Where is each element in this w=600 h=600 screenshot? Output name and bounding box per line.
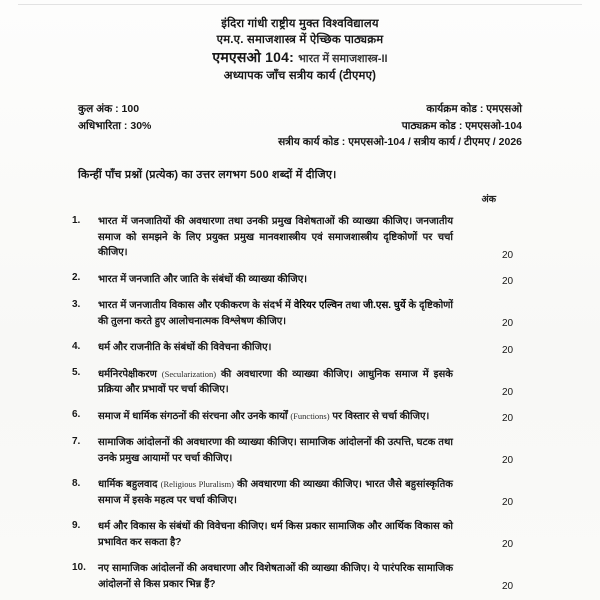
question-text: सामाजिक आंदोलनों की अवधारणा की व्याख्या कीजिए। सामाजिक आंदोलनों की उत्पत्ति, घटक तथा उनके प्रमुख आयामों पर चर्चा कीजिए। [98,437,453,464]
meta-left-column [78,101,151,135]
question-text-part: जी.एस. घुर्ये [363,300,406,312]
question-marks: 20 [502,497,514,509]
question-text-part: के दृष्टिकोणों की तुलना करते हुए आलोचनात्मक विश्लेषण कीजिए। [98,300,453,327]
question-number: 1. [72,214,81,226]
university-name: इंदिरा गांधी राष्ट्रीय मुक्त विश्वविद्यालय [221,18,379,30]
course-code-row [402,118,522,135]
assignment-type: अध्यापक जाँच सत्रीय कार्य (टीएमए) [223,70,377,83]
question-text-part: धार्मिक बहुलवाद [98,479,161,491]
question-marks: 20 [502,249,514,261]
question-list [0,214,600,592]
question-marks: 20 [502,539,514,551]
question-text-part: धर्मनिरपेक्षीकरण [98,368,162,380]
question-number: 5. [72,367,81,379]
course-code-label: एमएसओ 104: [212,49,294,66]
question-marks: 20 [502,344,514,356]
question-row [0,367,600,398]
total-marks-value: 100 [121,103,140,116]
question-number: 9. [72,519,81,531]
document-header [0,0,600,84]
question-number: 4. [72,340,81,352]
question-marks: 20 [502,276,514,288]
assignment-code-value: एमएसओ-104 / सत्रीय कार्य / टीएमए / 2026 [348,136,522,149]
question-text: नए सामाजिक आंदोलनों की अवधारणा और विशेषताओं की व्याख्या कीजिए। ये पारंपरिक सामाजिक आंदोलनों से किस प्रकार भिन्न हैं? [98,563,453,590]
question-row [0,561,600,592]
question-row [0,298,600,329]
question-number: 2. [72,272,81,284]
question-text: भारत में जनजातियों की अवधारणा तथा उनकी प्रमुख विशेषताओं की व्याख्या कीजिए। जनजातीय समाज को समझने के लिए प्रयुक्त प्रमुख मानवशास्त्रीय एवं समाजशास्त्रीय दृष्टिकोणों पर चर्चा कीजिए। [98,216,453,259]
question-text [98,409,453,425]
question-row [0,519,600,550]
question-row [0,435,600,466]
weightage-value: 30% [130,120,152,133]
question-row [0,477,600,508]
question-text: धर्म और विकास के संबंधों की विवेचना कीजिए। धर्म किस प्रकार सामाजिक और आर्थिक विकास को प्रभावित कर सकता है? [98,521,453,548]
question-text: धर्म और राजनीति के संबंधों की विवेचना कीजिए। [98,342,272,354]
programme-title: एम.ए. समाजशास्त्र में ऐच्छिक पाठ्यक्रम [216,33,384,46]
question-text-part: वेरियर एल्विन [293,300,343,312]
assignment-code-row [278,135,522,149]
course-code-meta-value: एमएसओ-104 [465,120,522,133]
weightage-row [78,118,151,135]
programme-code-row [402,101,522,118]
total-marks-label: कुल अंक : [78,103,122,116]
question-text: भारत में जनजाति और जाति के संबंधों की व्याख्या कीजिए। [98,273,308,285]
question-row [0,409,600,425]
course-code-subtitle: भारत में समाजशास्त्र-II [298,53,388,66]
programme-code-label: कार्यक्रम कोड : [426,103,487,116]
question-number: 10. [72,561,86,573]
meta-right-column [402,101,522,135]
assignment-meta-block [0,101,600,153]
course-code-meta-label: पाठ्यक्रम कोड : [401,120,466,133]
question-number: 6. [72,409,81,421]
question-number: 7. [72,435,81,447]
question-text-part: (Functions) [290,410,330,421]
question-text-part: की अवधारणा की व्याख्या कीजिए। भारत जैसे बहुसांस्कृतिक समाज में इसके महत्व पर चर्चा कीजिए। [98,479,453,506]
question-number: 8. [72,477,81,489]
answer-instruction: किन्हीं पाँच प्रश्नों (प्रत्येक) का उत्तर लगभग 500 शब्दों में दीजिए। [78,169,337,182]
question-text [98,298,453,329]
question-text-part: तथा [342,300,364,312]
question-text-part: (Religious Pluralism) [160,479,234,490]
question-number: 3. [72,298,81,310]
question-text-part: समाज में धार्मिक संगठनों की संरचना और उनके कार्यों [98,410,291,422]
question-text [98,367,453,398]
question-marks: 20 [502,455,514,467]
question-text-part: (Secularization) [161,368,217,379]
total-marks-row [78,101,151,118]
page-top-rule [18,4,582,5]
question-marks: 20 [502,581,514,593]
question-text [98,477,453,508]
question-marks: 20 [502,413,514,425]
course-code-title [0,49,600,67]
question-marks: 20 [502,386,514,398]
question-text-part: पर विस्तार से चर्चा कीजिए। [329,410,430,422]
question-row [0,272,600,288]
question-text-part: की अवधारणा की व्याख्या कीजिए। आधुनिक समाज में इसके प्रक्रिया और प्रभावों पर चर्चा कीजिए। [98,368,453,396]
weightage-label: अधिभारिता : [78,120,131,133]
marks-column-header: अंक [481,194,496,206]
question-marks: 20 [502,318,514,330]
question-text-part: भारत में जनजातीय विकास और एकीकरण के संदर्भ में [98,300,294,312]
question-row [0,214,600,261]
assignment-code-label: सत्रीय कार्य कोड : [278,136,349,149]
question-row [0,340,600,356]
programme-code-value: एमएसओ [486,103,522,116]
